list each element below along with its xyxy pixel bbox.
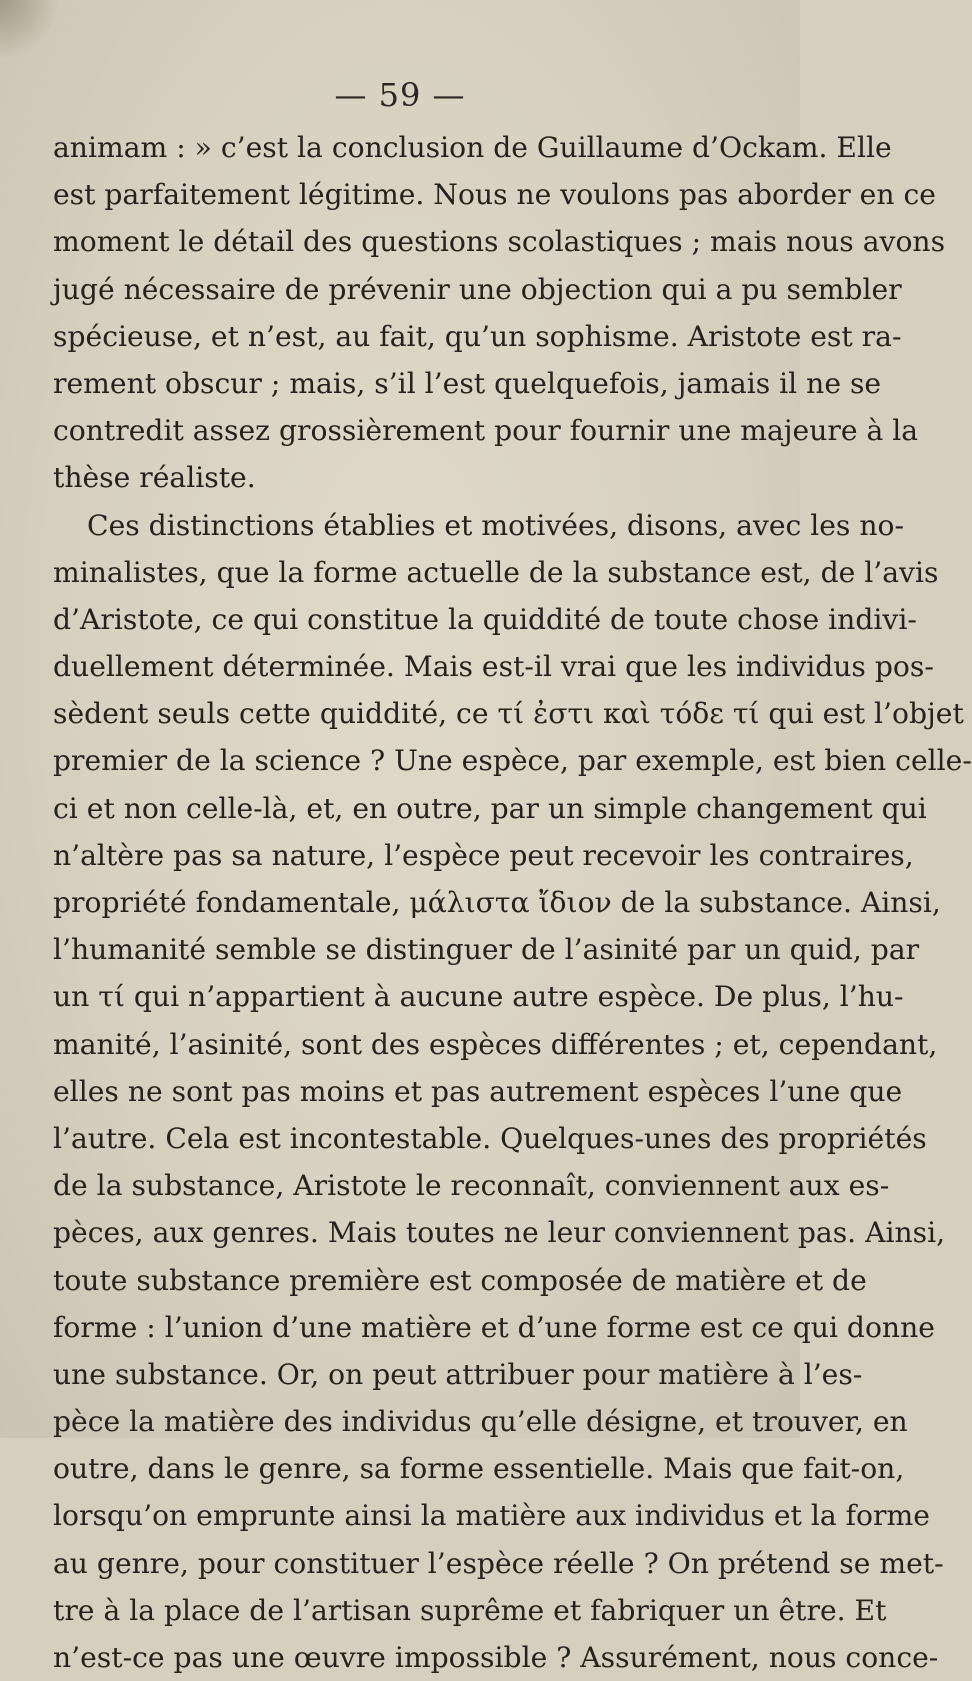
text-line: pèces, aux genres. Mais toutes ne leur conviennent pas. Ainsi, — [53, 1216, 946, 1250]
text-line: au genre, pour constituer l’espèce réelle ? On prétend se met- — [53, 1546, 944, 1580]
text-line: animam : » c’est la conclusion de Guillaume d’Ockam. Elle — [53, 131, 892, 164]
text-line: thèse réaliste. — [53, 461, 256, 495]
text-line: spécieuse, et n’est, au fait, qu’un sophisme. Aristote est ra- — [53, 319, 902, 353]
text-line: lorsqu’on emprunte ainsi la matière aux individus et la forme — [53, 1499, 930, 1533]
page-corner-shadow — [0, 0, 60, 60]
text-line: contredit assez grossièrement pour fournir une majeure à la — [53, 414, 919, 448]
text-line: outre, dans le genre, sa forme essentielle. Mais que fait-on, — [53, 1452, 905, 1486]
text-line: propriété fondamentale, μάλιστα ἴδιον de la substance. Ainsi, — [53, 886, 941, 919]
text-line: d’Aristote, ce qui constitue la quiddité de toute chose indivi- — [53, 602, 917, 636]
text-line: toute substance première est composée de matière et de — [53, 1263, 867, 1297]
body-text — [53, 124, 972, 1681]
text-line: jugé nécessaire de prévenir une objection qui a pu sembler — [53, 272, 902, 306]
text-line: minalistes, que la forme actuelle de la substance est, de l’avis — [53, 555, 939, 589]
text-line: moment le détail des questions scolastiques ; mais nous avons — [53, 225, 946, 259]
text-line: une substance. Or, on peut attribuer pour matière à l’es- — [53, 1357, 863, 1391]
text-line: l’humanité semble se distinguer de l’asinité par un quid, par — [53, 933, 920, 967]
text-line: sèdent seuls cette quiddité, ce τί ἐστι καὶ τόδε τί qui est l’objet — [53, 697, 964, 731]
text-line: rement obscur ; mais, s’il l’est quelquefois, jamais il ne se — [53, 366, 882, 400]
text-line: n’altère pas sa nature, l’espèce peut recevoir les contraires, — [53, 838, 914, 872]
text-line: premier de la science ? Une espèce, par exemple, est bien celle- — [53, 744, 972, 778]
text-line: forme : l’union d’une matière et d’une forme est ce qui donne — [53, 1310, 935, 1344]
text-line: Ces distinctions établies et motivées, disons, avec les no- — [87, 508, 905, 542]
text-line: pèce la matière des individus qu’elle désigne, et trouver, en — [53, 1405, 908, 1439]
text-line: elles ne sont pas moins et pas autrement espèces l’une que — [53, 1074, 903, 1108]
text-line: un τί qui n’appartient à aucune autre espèce. De plus, l’hu- — [53, 980, 904, 1014]
text-line: manité, l’asinité, sont des espèces différentes ; et, cependant, — [53, 1027, 938, 1061]
text-line: n’est-ce pas une œuvre impossible ? Assurément, nous conce- — [53, 1641, 939, 1674]
page-number: — 59 — — [334, 76, 466, 114]
text-line: est parfaitement légitime. Nous ne voulons pas aborder en ce — [53, 178, 936, 212]
text-line: tre à la place de l’artisan suprême et fabriquer un être. Et — [53, 1593, 887, 1627]
text-line: l’autre. Cela est incontestable. Quelques-unes des propriétés — [53, 1121, 927, 1155]
text-line: duellement déterminée. Mais est-il vrai que les individus pos- — [53, 650, 934, 684]
text-line: ci et non celle-là, et, en outre, par un simple changement qui — [53, 791, 927, 825]
text-line: de la substance, Aristote le reconnaît, conviennent aux es- — [53, 1169, 890, 1203]
